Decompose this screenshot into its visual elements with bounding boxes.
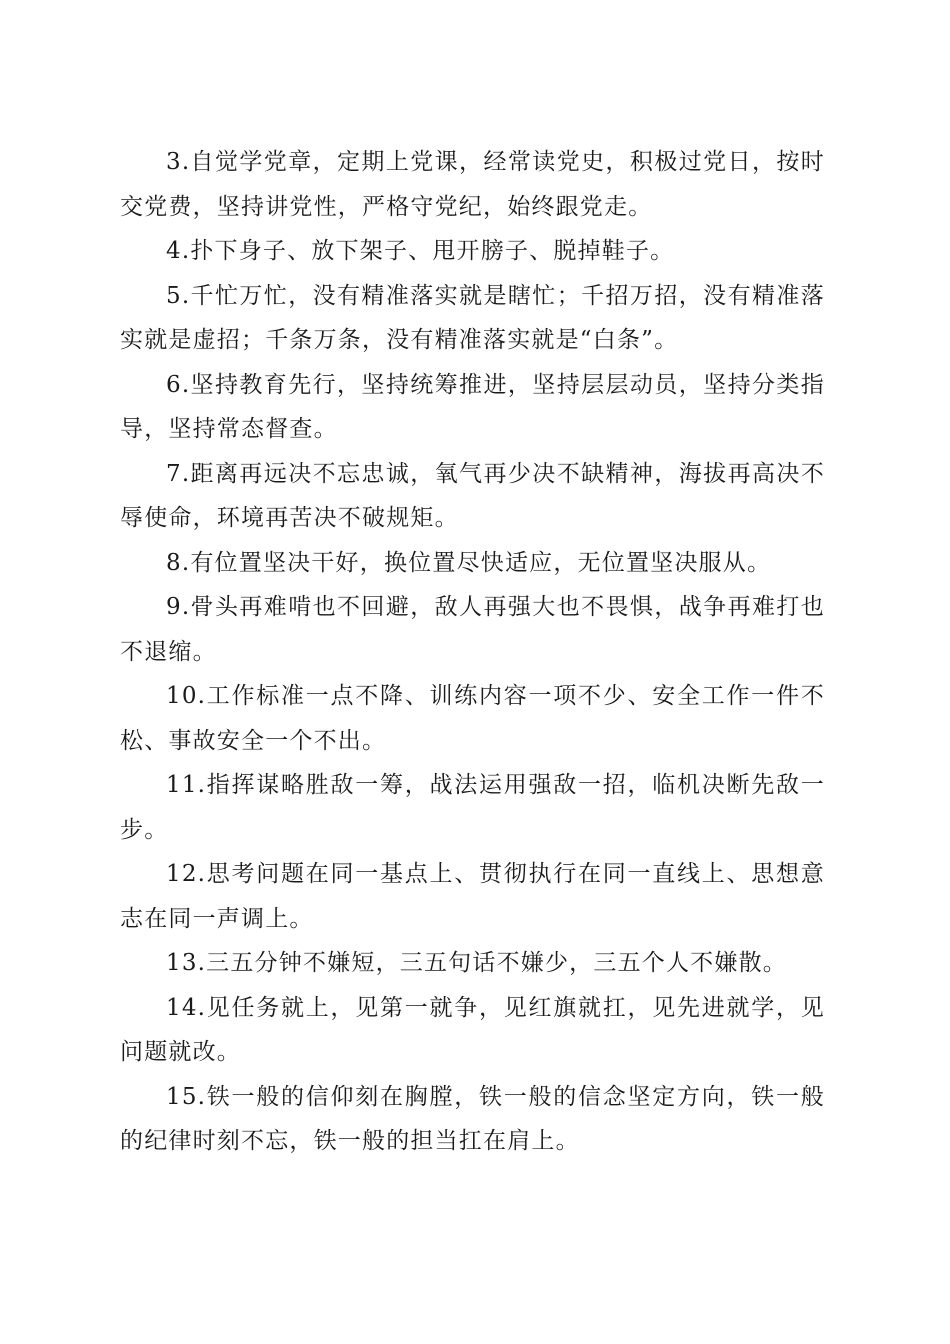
paragraph-4: 4.扑下身子、放下架子、甩开膀子、脱掉鞋子。 (166, 238, 675, 264)
paragraph-13: 13.三五分钟不嫌短，三五句话不嫌少，三五个人不嫌散。 (166, 950, 787, 976)
paragraph-9: 9.骨头再难啃也不回避，敌人再强大也不畏惧，战争再难打也不退缩。 (120, 594, 825, 665)
paragraph-14: 14.见任务就上，见第一就争，见红旗就扛，见先进就学，见问题就改。 (120, 994, 825, 1065)
paragraph-8: 8.有位置坚决干好，换位置尽快适应，无位置坚决服从。 (166, 549, 772, 576)
paragraph-6: 6.坚持教育先行，坚持统筹推进，坚持层层动员，坚持分类指导，坚持常态督查。 (120, 371, 825, 442)
paragraph-10: 10.工作标准一点不降、训练内容一项不少、安全工作一件不松、事故安全一个不出。 (120, 683, 825, 754)
paragraph-5: 5.千忙万忙，没有精准落实就是瞎忙；千招万招，没有精准落实就是虚招；千条万条，没有精准落实就是“白条”。 (120, 282, 825, 353)
paragraph-3: 3.自觉学党章，定期上党课，经常读党史，积极过党日，按时交党费，坚持讲党性，严格守党纪，始终跟党走。 (120, 149, 825, 220)
paragraph-12: 12.思考问题在同一基点上、贯彻执行在同一直线上、思想意志在同一声调上。 (120, 861, 825, 932)
document-body (120, 140, 825, 1164)
paragraph-7: 7.距离再远决不忘忠诚，氧气再少决不缺精神，海拔再高决不辱使命，环境再苦决不破规矩。 (120, 460, 825, 531)
paragraph-15: 15.铁一般的信仰刻在胸膛，铁一般的信念坚定方向，铁一般的纪律时刻不忘，铁一般的担当扛在肩上。 (120, 1083, 825, 1154)
paragraph-11: 11.指挥谋略胜敌一筹，战法运用强敌一招，临机决断先敌一步。 (120, 772, 825, 843)
